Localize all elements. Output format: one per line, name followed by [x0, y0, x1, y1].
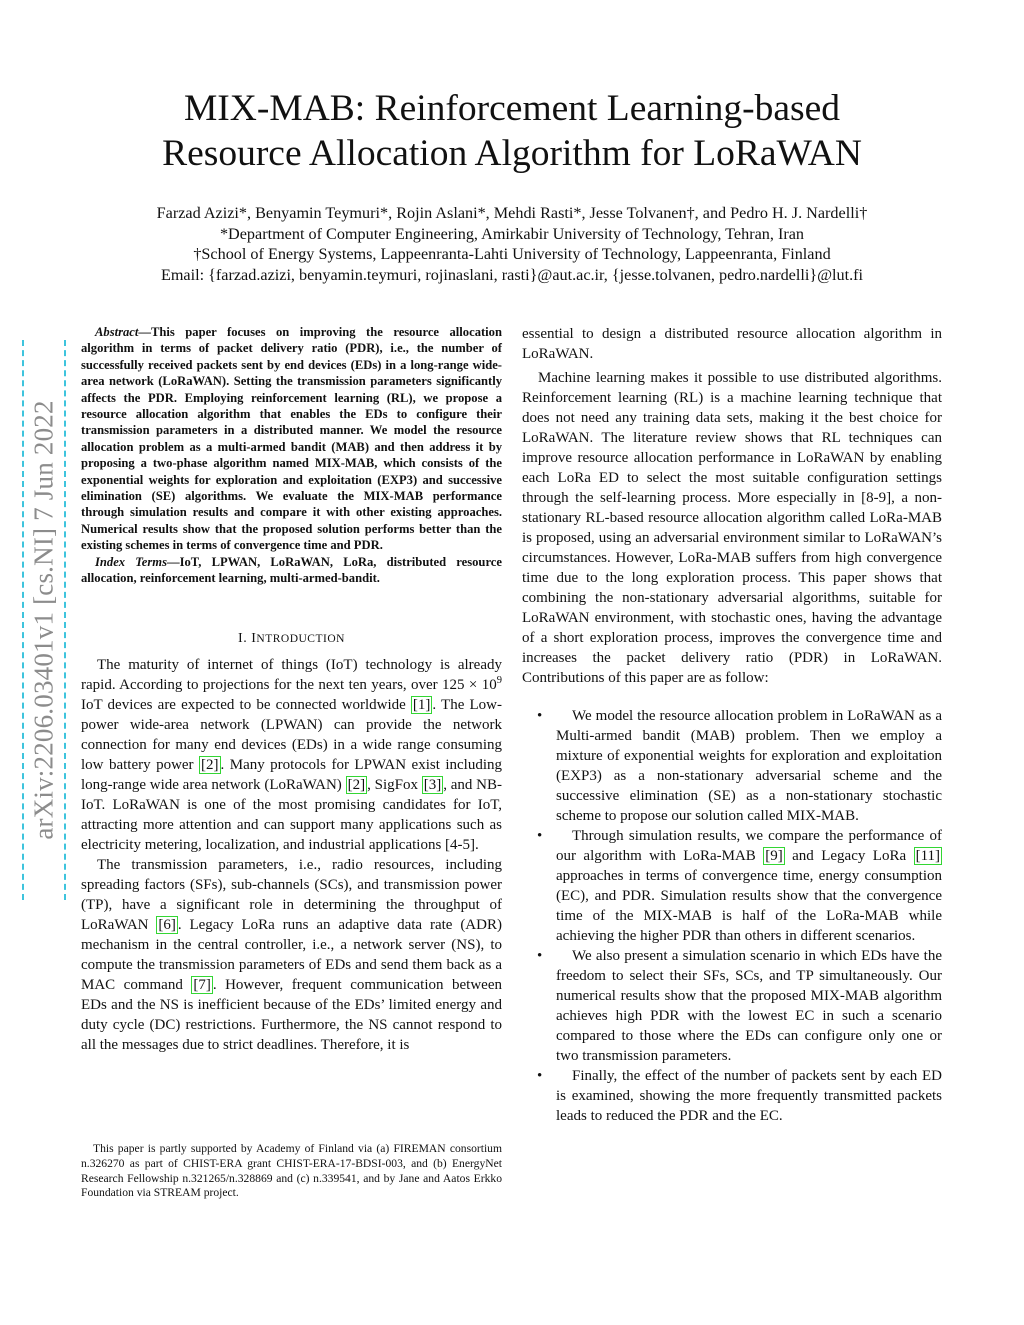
bullet-icon: • — [537, 828, 543, 844]
title-line-1: MIX-MAB: Reinforcement Learning-based — [183, 88, 841, 129]
introduction-body — [81, 655, 502, 1055]
citation-link[interactable]: [2] — [347, 776, 366, 793]
index-terms-text: —IoT, LPWAN, LoRaWAN, LoRa, distributed resource allocation, reinforcement learning, multi-armed-bandit. — [81, 554, 502, 586]
affiliation-lut: †School of Energy Systems, Lappeenranta-Lahti University of Technology, Lappeenranta, Finland — [193, 245, 831, 263]
arxiv-id: arXiv:2206.03401v1 [cs.NI] 7 Jun 2022 — [28, 400, 59, 840]
arxiv-watermark — [22, 340, 66, 900]
abstract-label: Abstract — [95, 325, 139, 339]
citation-link[interactable]: [1] — [412, 696, 431, 713]
abstract — [81, 324, 502, 587]
section-title-rest: NTRODUCTION — [256, 632, 345, 645]
bullet-icon: • — [537, 948, 543, 964]
citation-link[interactable]: [2] — [201, 756, 219, 773]
citation-link[interactable]: [3] — [423, 776, 442, 793]
right-paragraph-2: Machine learning makes it possible to use distributed algorithms. Reinforcement learning (RL) is a machine learning technique that does not need any training data sets, making it the best choice for LoRaWAN. The literature review shows that RL techniques can improve resource allocation performance in LoRaWAN by enabling each LoRa ED to select the most suitable configuration settings through the self-learning process. More especially in [8-9], a non-stationary RL-based resource allocation algorithm called LoRa-MAB is proposed, using an adversarial environment similar to LoRaWAN’s circumstances. However, LoRa-MAB suffers from high convergence time due to the long exploration process. This paper shows that combining the non-stationary adversarial algorithms, suitable for LoRaWAN environment, with stochastic ones, having the advantage of a short exploration process, improves the convergence time and increases the packet delivery ratio (PDR) in LoRaWAN. Contributions of this paper are as follow: — [522, 370, 942, 686]
list-item: • We model the resource allocation problem in LoRaWAN as a Multi-armed bandit (MAB) problem. Then we employ a mixture of exponential weights for exploration and exploitation (EXP3) as a non-stationary adversarial scheme and the successive elimination (SE) as a non-stationary stochastic scheme to propose our solution called MIX-MAB. — [537, 708, 942, 824]
left-column — [81, 324, 502, 1055]
author-emails: Email: {farzad.azizi, benyamin.teymuri, rojinaslani, rasti}@aut.ac.ir, {jesse.tolvanen, pedro.nardelli}@lut.fi — [160, 265, 864, 284]
abstract-text: —This paper focuses on improving the resource allocation algorithm in terms of packet delivery ratio (PDR), i.e., the number of successfully received packets sent by end devices (EDs) in a long-range wide-area network (LoRaWAN). Setting the transmission parameters significantly affects the PDR. Employing reinforcement learning (RL), we propose a resource allocation algorithm that enables the EDs to configure their transmission parameters in a distributed manner. We model the resource allocation problem as a multi-armed bandit (MAB) and then address it by proposing a two-phase algorithm named MIX-MAB, which consists of the exponential weights for exploration and exploitation (EXP3) and successive elimination (SE) algorithms. We evaluate the MIX-MAB performance through simulation results and compare it with other existing approaches. Numerical results show that the proposed solution performs better than the existing schemes in terms of convergence time and PDR. — [81, 325, 502, 553]
citation-link[interactable]: [9] — [765, 848, 783, 864]
list-item: • We also present a simulation scenario in which EDs have the freedom to select their SFs, SCs, and TP simultaneously. Our numerical results show that the proposed MIX-MAB algorithm achieves high PDR with the lowest EC in such a scenario compared to those where the EDs can configure only one or two transmission parameters. — [537, 948, 942, 1064]
author-list: Farzad Azizi*, Benyamin Teymuri*, Rojin Aslani*, Mehdi Rasti*, Jesse Tolvanen†, and Pedro H. J. Nardelli† — [156, 204, 868, 222]
bullet-icon: • — [537, 708, 543, 724]
author-block — [70, 203, 954, 285]
citation-link[interactable]: [6] — [158, 916, 176, 933]
intro-paragraph-1: The maturity of internet of things (IoT) technology is already rapid. According to projections for the next ten years, over $125 \times 10^9$ IoT devices are expected to be connected worldwide [1] . The Low-power wide-area network (LPWAN) can provide the network connection for many end devices (EDs) in a wide range consuming low battery power [2] . Many protocols for LPWAN exist including long-range wide area network (LoRaWAN) [2] , SigFox [3] , and NB-IoT. LoRaWAN is one of the most promising candidates for IoT, attracting more attention and can support many applications such as electricity metering, localization, and industrial applications [4-5]. — [81, 656, 503, 853]
right-column — [522, 324, 942, 1126]
intro-paragraph-2: The transmission parameters, i.e., radio resources, including spreading factors (SFs), sub-channels (SCs), and transmission power (TP), have a significant role in determining the throughput of LoRaWAN [6] . Legacy LoRa runs an adaptive data rate (ADR) mechanism in the central controller, i.e., a network server (NS), to compute the transmission parameters of EDs and send them back as a MAC command [7] . However, frequent communication between EDs and the NS is inefficient because of the EDs’ limited energy and duty cycle (DC) restrictions. Furthermore, the NS cannot respond to all the messages due to strict deadlines. Therefore, it is — [81, 856, 502, 1053]
index-terms-label: Index Terms — [95, 554, 167, 569]
section-number: I. — [238, 630, 248, 646]
section-title-initial: I — [251, 630, 257, 646]
right-paragraph-1: essential to design a distributed resource allocation algorithm in LoRaWAN. — [522, 326, 942, 362]
contributions-list — [522, 706, 942, 1126]
affiliation-amirkabir: *Department of Computer Engineering, Amirkabir University of Technology, Tehran, Iran — [219, 224, 805, 243]
citation-link[interactable]: [7] — [193, 976, 211, 993]
list-item: • Finally, the effect of the number of packets sent by each ED is examined, showing the more frequently transmitted packets leads to reduced the PDR and the EC. — [537, 1068, 942, 1124]
funding-footnote: This paper is partly supported by Academy of Finland via (a) FIREMAN consortium n.326270 as part of CHIST-ERA grant CHIST-ERA-17-BDSI-003, and (b) EnergyNet Research Fellowship n.321265/n.328869 and (c) n.339541, and by Jane and Aatos Erkko Foundation via STREAM project. — [81, 1142, 502, 1200]
citation-link[interactable]: [11] — [915, 848, 941, 864]
title-line-2: Resource Allocation Algorithm for LoRaWAN — [162, 133, 862, 174]
list-item: • Through simulation results, we compare the performance of our algorithm with LoRa-MAB [9] and Legacy LoRa [11] approaches in terms of convergence time, energy consumption (EC), and PDR. Simulation results show that the convergence time of the MIX-MAB is half of the LoRa-MAB while achieving the higher PDR than others in different scenarios. — [537, 828, 942, 944]
bullet-icon: • — [537, 1068, 543, 1084]
paper-title — [100, 86, 924, 176]
section-heading-introduction — [81, 631, 502, 647]
